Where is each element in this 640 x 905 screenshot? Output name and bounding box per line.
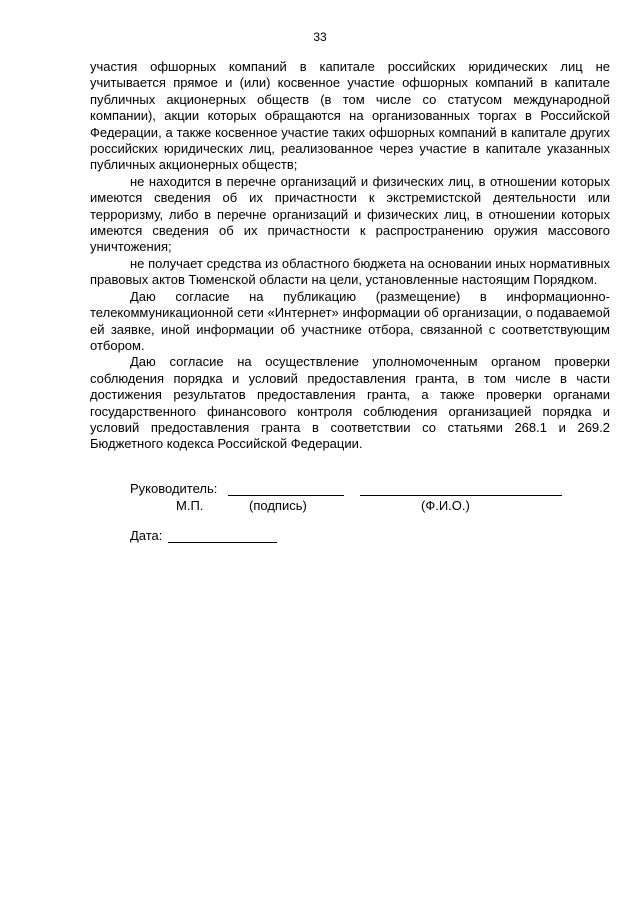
paragraph-offshore-participation: участия офшорных компаний в капитале российских юридических лиц не учитывается прямое и (или) косвенное участие офшорных компаний в капитале публичных акционерных обществ (в том числе со статусом международной компании), акции которых обращаются на организованных торгах в Российской Федерации, а также косвенное участие таких офшорных компаний в капитале других российских юридических лиц, реализованное через участие в капитале указанных публичных акционерных обществ; [90,59,610,173]
signature-label: Руководитель: [130,481,218,496]
signature-row [130,481,570,499]
paragraph-regional-budget: не получает средства из областного бюджета на основании иных нормативных правовых актов Тюменской области на цели, установленные настоящим Порядком. [90,255,610,288]
document-body [90,59,610,453]
full-name-caption: (Ф.И.О.) [421,498,470,513]
stamp-caption: М.П. [176,498,204,513]
signature-captions [0,498,640,514]
date-line [168,542,277,543]
page-number: 33 [313,30,327,44]
full-name-line [360,495,562,496]
date-label: Дата: [130,528,163,543]
signature-line [228,495,344,496]
date-row [130,528,330,546]
paragraph-publication-consent: Даю согласие на публикацию (размещение) в информационно-телекоммуникационной сети «Интернет» информации об организации, о подаваемой ей заявке, иной информации об участнике отбора, связанной с соответствующим отбором. [90,288,610,353]
paragraph-extremism-list: не находится в перечне организаций и физических лиц, в отношении которых имеются сведения об их причастности к экстремистской деятельности или терроризму, либо в перечне организаций и физических лиц, в отношении которых имеются сведения об их причастности к распространению оружия массового уничтожения; [90,173,610,255]
signature-caption: (подпись) [249,498,307,513]
paragraph-audit-consent: Даю согласие на осуществление уполномоченным органом проверки соблюдения порядка и условий предоставления гранта, в том числе в части достижения результатов предоставления гранта, а также проверки органами государственного финансового контроля соблюдения организацией порядка и условий предоставления гранта в соответствии со статьями 268.1 и 269.2 Бюджетного кодекса Российской Федерации. [90,354,610,452]
